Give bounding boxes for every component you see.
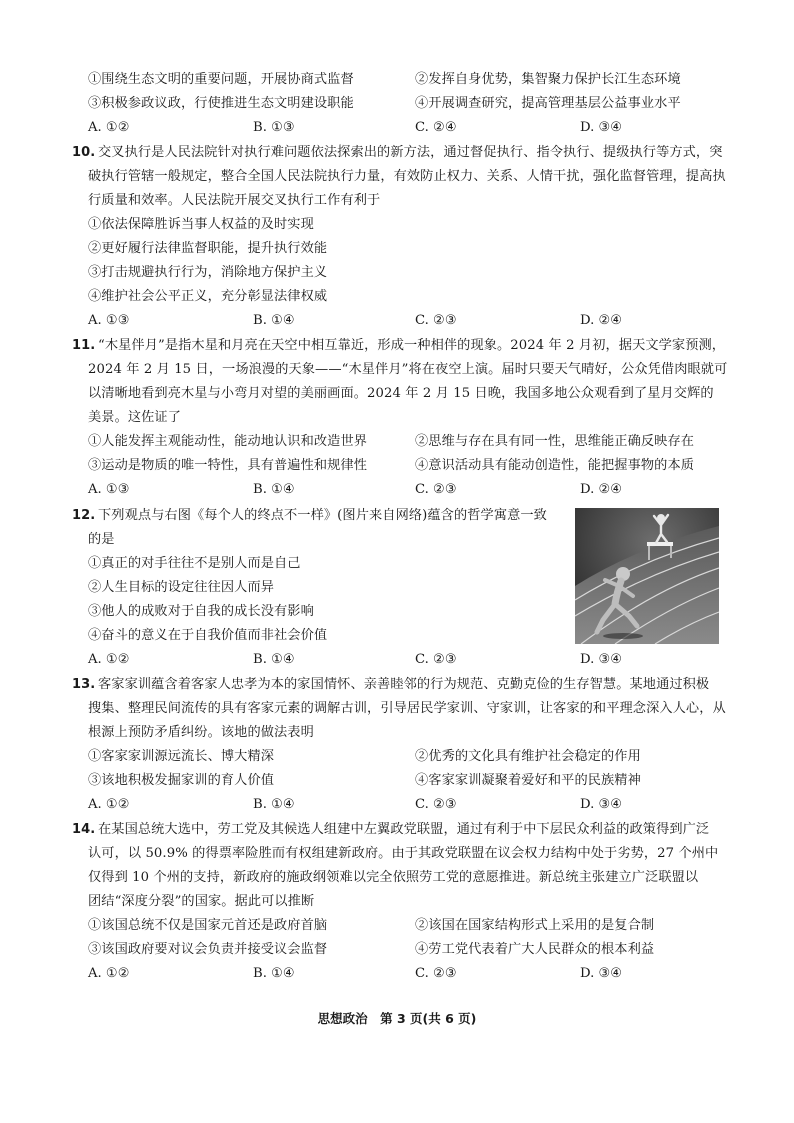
question-text: 搜集、整理民间流传的具有客家元素的调解古训，引导居民学家训、守家训，让客家的和平理念深入人心，从: [88, 701, 726, 716]
choice-3: ③该地积极发掘家训的育人价值: [88, 773, 275, 788]
option-b: B. ①④: [253, 652, 295, 667]
question-text: 破执行管辖一般规定，整合全国人民法院执行力量，有效防止权力、关系、人情干扰，强化监督管理，提高执: [88, 169, 726, 184]
option-b: B. ①④: [253, 966, 295, 981]
choice-1: ①人能发挥主观能动性，能动地认识和改造世界: [88, 434, 368, 449]
option-c: C. ②③: [415, 482, 457, 497]
option-c: C. ②③: [415, 797, 457, 812]
option-c: C. ②③: [415, 966, 457, 981]
choice-4: ④维护社会公平正义，充分彰显法律权威: [88, 289, 328, 304]
choice-3: ③运动是物质的唯一特性，具有普遍性和规律性: [88, 458, 368, 473]
option-a: A. ①③: [88, 313, 130, 328]
option-b: B. ①④: [253, 313, 295, 328]
choice-2: ②更好履行法律监督职能，提升执行效能: [88, 241, 328, 256]
option-d: D. ③④: [580, 652, 623, 667]
question-text: 在某国总统大选中，劳工党及其候选人组建中左翼政党联盟，通过有利于中下层民众利益的政策得到广泛: [98, 822, 710, 837]
option-b: B. ①④: [253, 482, 295, 497]
choice-1: ①该国总统不仅是国家元首还是政府首脑: [88, 918, 328, 933]
question-text: 2024 年 2 月 15 日，一场浪漫的天象——“木星伴月”将在夜空上演。届时只要天气晴好，公众凭借肉眼就可: [88, 362, 728, 377]
question-text: 认可，以 50.9% 的得票率险胜而有权组建新政府。由于其政党联盟在议会权力结构中处于劣势，27 个州中: [88, 846, 719, 861]
question-number: 11.: [72, 338, 96, 353]
option-d: D. ②④: [580, 482, 623, 497]
question-text: 美景。这佐证了: [88, 410, 182, 425]
choice-4: ④开展调查研究，提高管理基层公益事业水平: [415, 96, 681, 111]
option-b: B. ①③: [253, 120, 295, 135]
question-number: 14.: [72, 822, 96, 837]
choice-4: ④劳工党代表着广大人民群众的根本利益: [415, 942, 655, 957]
option-d: D. ②④: [580, 313, 623, 328]
choice-1: ①依法保障胜诉当事人权益的及时实现: [88, 217, 314, 232]
page-footer: 思想政治 第 3 页(共 6 页): [317, 1011, 477, 1026]
question-text: 行质量和效率。人民法院开展交叉执行工作有利于: [88, 193, 381, 208]
choice-2: ②发挥自身优势，集智聚力保护长江生态环境: [415, 72, 681, 87]
choice-1: ①客家家训源远流长、博大精深: [88, 749, 275, 764]
question-text: 根源上预防矛盾纠纷。该地的做法表明: [88, 725, 314, 740]
question-text: 交叉执行是人民法院针对执行难问题依法探索出的新方法，通过督促执行、指令执行、提级执行等方式，突: [98, 145, 723, 160]
choice-2: ②该国在国家结构形式上采用的是复合制: [415, 918, 655, 933]
option-a: A. ①②: [88, 966, 130, 981]
choice-2: ②思维与存在具有同一性，思维能正确反映存在: [415, 434, 695, 449]
choice-1: ①围绕生态文明的重要问题，开展协商式监督: [88, 72, 354, 87]
choice-3: ③他人的成败对于自我的成长没有影响: [88, 604, 314, 619]
choice-3: ③该国政府要对议会负责并接受议会监督: [88, 942, 328, 957]
option-a: A. ①②: [88, 652, 130, 667]
choice-2: ②优秀的文化具有维护社会稳定的作用: [415, 749, 641, 764]
option-c: C. ②④: [415, 120, 457, 135]
question-text: 团结“深度分裂”的国家。据此可以推断: [88, 894, 315, 909]
question-text: 的是: [88, 532, 115, 547]
option-c: C. ②③: [415, 313, 457, 328]
option-c: C. ②③: [415, 652, 457, 667]
question-number: 10.: [72, 145, 96, 160]
option-d: D. ③④: [580, 966, 623, 981]
choice-4: ④客家家训凝聚着爱好和平的民族精神: [415, 773, 641, 788]
choice-3: ③打击规避执行行为，消除地方保护主义: [88, 265, 328, 280]
choice-3: ③积极参政议政，行使推进生态文明建设职能: [88, 96, 354, 111]
choice-4: ④奋斗的意义在于自我价值而非社会价值: [88, 628, 328, 643]
question-text: 客家家训蕴含着客家人忠孝为本的家国情怀、亲善睦邻的行为规范、克勤克俭的生存智慧。某地通过积极: [98, 677, 710, 692]
option-d: D. ③④: [580, 120, 623, 135]
option-d: D. ③④: [580, 797, 623, 812]
running-track-illustration: [575, 508, 719, 644]
option-a: A. ①③: [88, 482, 130, 497]
option-b: B. ①④: [253, 797, 295, 812]
option-a: A. ①②: [88, 120, 130, 135]
question-text: 下列观点与右图《每个人的终点不一样》(图片来自网络)蕴含的哲学寓意一致: [98, 508, 547, 523]
question-number: 13.: [72, 677, 96, 692]
choice-4: ④意识活动具有能动创造性，能把握事物的本质: [415, 458, 695, 473]
option-a: A. ①②: [88, 797, 130, 812]
question-number: 12.: [72, 508, 96, 523]
question-text: 仅得到 10 个州的支持，新政府的施政纲领难以完全依照劳工党的意愿推进。新总统主张建立广泛联盟以: [88, 870, 699, 885]
question-text: 以清晰地看到亮木星与小弯月对望的美丽画面。2024 年 2 月 15 日晚，我国多地公众观看到了星月交辉的: [88, 386, 714, 401]
question-text: “木星伴月”是指木星和月亮在天空中相互靠近，形成一种相伴的现象。2024 年 2 月初，据天文学家预测，: [98, 338, 726, 353]
choice-1: ①真正的对手往往不是别人而是自己: [88, 556, 301, 571]
choice-2: ②人生目标的设定往往因人而异: [88, 580, 275, 595]
